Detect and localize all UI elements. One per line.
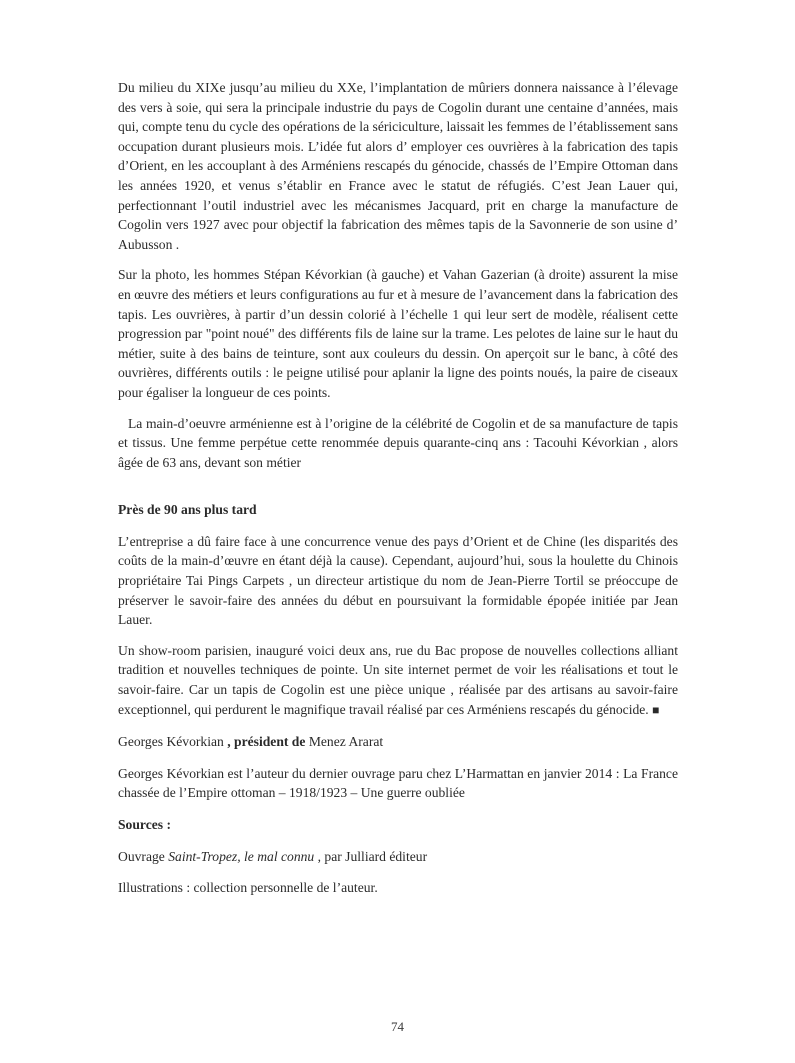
source-book-publisher: , par Julliard éditeur xyxy=(317,848,428,864)
author-signature xyxy=(118,732,678,752)
source-book-prefix: Ouvrage xyxy=(118,848,165,864)
source-book-title: Saint‑Tropez, le mal connu xyxy=(168,848,315,864)
showroom-text: Un show‑room parisien, inauguré voici deux ans, rue du Bac propose de nouvelles collections alliant tradition et nouvelles techniques de pointe. Un site internet permet de voir les réalisations et tout le savoir-faire. Car un tapis de Cogolin est une pièce unique , réalisée par des artisans au savoir-faire exceptionnel, qui perdurent le magnifique travail réalisé par ces Arméniens rescapés du génocide. xyxy=(118,642,678,717)
paragraph-photo-description: Sur la photo, les hommes Stépan Kévorkian (à gauche) et Vahan Gazerian (à droite) assurent la mise en œuvre des métiers et leurs configurations au fur et à mesure de l’avancement dans la fabrication des tapis. Les ouvrières, à partir d’un dessin colorié à l’échelle 1 qui leur sert de modèle, réalisent cette progression par "point noué" des différents fils de laine sur la trame. Les pelotes de laine sur le haut du métier, suite à des bains de teinture, sont aux couleurs du dessin. On aperçoit sur le banc, à côté des ouvrières, différents outils : le peigne utilisé pour aplanir la ligne des points noués, la paire de ciseaux pour égaliser la longueur de ces points. xyxy=(118,267,678,400)
section-heading: Près de 90 ans plus tard xyxy=(118,502,257,518)
end-square-mark: ■ xyxy=(652,702,660,717)
paragraph-armenian-workforce: La main-d’oeuvre arménienne est à l’origine de la célébrité de Cogolin et de sa manufacture de tapis et tissus. Une femme perpétue cette renommée depuis quarante-cinq ans : Tacouhi Kévorkian , alors âgée de 63 ans, devant son métier xyxy=(118,415,678,470)
author-name: Georges Kévorkian xyxy=(118,734,224,750)
organization-name: Menez Ararat xyxy=(308,734,384,750)
source-illustrations: Illustrations : collection personnelle de l’auteur. xyxy=(118,880,378,896)
document-page xyxy=(118,78,678,898)
paragraph-author-book: Georges Kévorkian est l’auteur du dernier ouvrage paru chez L’Harmattan en janvier 2014 : La France chassée de l’Empire ottoman – 1918/1923 – Une guerre oubliée xyxy=(118,765,678,801)
author-role: , président de xyxy=(227,734,306,750)
paragraph-showroom xyxy=(118,641,678,720)
page-number: 74 xyxy=(391,1019,404,1034)
paragraph-mulberry-history: Du milieu du XIXe jusqu’au milieu du XXe, l’implantation de mûriers donnera naissance à l’élevage des vers à soie, qui sera la principale industrie du pays de Cogolin durant une centaine d’années, mais qui, compte tenu du cycle des opérations de la sériciculture, laissait les femmes de l’établissement sans occupation durant plusieurs mois. L’idée fut alors d’ employer ces ouvrières à la fabrication des tapis d’Orient, en les accouplant à des Arméniens rescapés du génocide, chassés de l’Empire Ottoman dans les années 1920, et venus s’établir en France avec le statut de réfugiés. C’est Jean Lauer qui, perfectionnant l’outil industriel avec les mécanismes Jacquard, prit en charge la manufacture de Cogolin vers 1927 avec pour objectif la fabrication des mêmes tapis de la Savonnerie de son usine d’ Aubusson . xyxy=(118,80,678,252)
source-book xyxy=(118,847,678,867)
paragraph-competition: L’entreprise a dû faire face à une concurrence venue des pays d’Orient et de Chine (les disparités des coûts de la main-d’œuvre en étant déjà la cause). Cependant, aujourd’hui, sous la houlette du Chinois propriétaire Tai Pings Carpets , un directeur artistique du nom de Jean‑Pierre Tortil se préoccupe de préserver le savoir‑faire des années du début en poursuivant la formidable épopée initiée par Jean Lauer. xyxy=(118,533,678,628)
sources-heading: Sources : xyxy=(118,817,171,832)
